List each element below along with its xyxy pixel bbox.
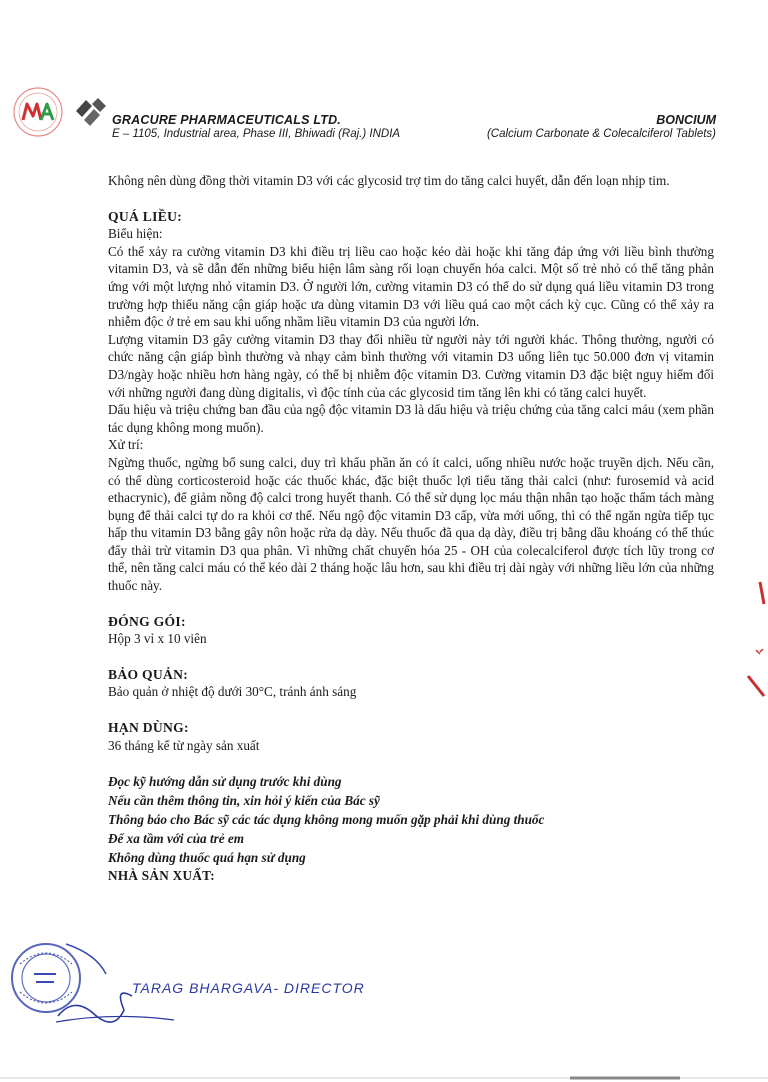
overdose-heading: QUÁ LIỀU: (108, 208, 183, 224)
packaging-text: Hộp 3 vỉ x 10 viên (108, 631, 207, 647)
product-name: BONCIUM (656, 113, 716, 127)
note-item: Để xa tầm với của trẻ em (108, 831, 244, 847)
overdose-paragraph-3: Dấu hiệu và triệu chứng ban đầu của ngộ độc vitamin D3 là dấu hiệu và triệu chứng của tăng calci máu (xem phần tác dụng không mong muốn). (108, 402, 714, 435)
gracure-logo-icon (72, 96, 108, 126)
treatment-paragraph: Ngừng thuốc, ngừng bổ sung calci, duy trì khẩu phần ăn có ít calci, uống nhiều nước hoặc truyền dịch. Nếu cần, có thể dùng corticosteroid hoặc các thuốc khác, đặc biệt thuốc lợi tiểu tăng thải calci (như: furosemid và acid ethacrynic), để giảm nồng độ calci trong huyết thanh. Có thể sử dụng lọc máu thận nhân tạo hoặc thẩm tách màng bụng để thải calci tự do ra khỏi cơ thể. Nếu ngộ độc vitamin D3 cấp, vừa mới uống, thì có thể ngăn ngừa tiếp tục hấp thu vitamin D3 bằng gây nôn hoặc rửa dạ dày. Nếu thuốc đã qua dạ dày, điều trị bằng dầu khoáng có thể thúc đẩy thải trừ vitamin D3 qua phân. Vì những chất chuyển hóa 25 - OH của colecalciferol được tích lũy trong cơ thể, nên tăng calci máu có thể kéo dài 2 tháng hoặc lâu hơn, sau khi điều trị dài ngày với những liều lớn của những thuốc này. (108, 454, 714, 594)
expiry-heading: HẠN DÙNG: (108, 720, 189, 736)
storage-heading: BẢO QUẢN: (108, 666, 189, 682)
bottom-edge-line (0, 1072, 768, 1082)
margin-mark-icon (742, 580, 768, 700)
overdose-paragraph-2: Lượng vitamin D3 gây cường vitamin D3 thay đổi nhiều từ người này tới người khác. Thông thường, người có chức năng cận giáp bình thường và nhạy cảm bình thường với vitamin D3 uống liên tục 50.000 đơn vị vitamin D3/ngày hoặc nhiều hơn hàng ngày, có thể bị nhiễm độc vitamin D3. Cường vitamin D3 đặc biệt nguy hiểm đối với những người đang dùng digitalis, vì độc tính của các glycosid tim tăng lên khi có tăng calci huyết. (108, 331, 714, 400)
symptoms-label: Biểu hiện: (108, 226, 163, 242)
note-item: Đọc kỹ hướng dẫn sử dụng trước khi dùng (108, 774, 342, 790)
signature-text: TARAG BHARGAVA- DIRECTOR (132, 980, 365, 996)
note-item: Không dùng thuốc quá hạn sử dụng (108, 850, 306, 866)
product-description: (Calcium Carbonate & Colecalciferol Tablets) (486, 128, 716, 140)
expiry-text: 36 tháng kể từ ngày sản xuất (108, 737, 260, 753)
note-item: Nếu cần thêm thông tin, xin hỏi ý kiến của Bác sỹ (108, 793, 380, 809)
storage-text: Bảo quản ở nhiệt độ dưới 30°C, tránh ánh sáng (108, 684, 357, 700)
document-body (108, 172, 714, 885)
company-address: E – 1105, Industrial area, Phase III, Bhiwadi (Raj.) INDIA (112, 128, 401, 140)
overdose-paragraph-1: Có thể xảy ra cường vitamin D3 khi điều trị liều cao hoặc kéo dài hoặc khi tăng đáp ứng với liều bình thường vitamin D3, và sẽ dẫn đến những biểu hiện lâm sàng rối loạn chuyển hóa calci. Một số trẻ nhỏ có thể tăng phản ứng với một lượng nhỏ vitamin D3. Ở người lớn, cường vitamin D3 có thể do sử dụng quá liều vitamin D3 trong trường hợp thiểu năng cận giáp hoặc ưa dùng vitamin D3 với liều quá cao một cách kỳ cục. Cũng có thể xảy ra nhiễm độc ở trẻ em sau khi uống nhầm liều vitamin D3 của người lớn. (108, 243, 714, 330)
treatment-label: Xử trí: (108, 437, 144, 453)
document-header (0, 0, 768, 150)
manufacturer-heading: NHÀ SẢN XUẤT: (108, 868, 215, 884)
packaging-heading: ĐÓNG GÓI: (108, 613, 186, 629)
company-name: GRACURE PHARMACEUTICALS LTD. (112, 113, 341, 127)
warning-notes (108, 772, 714, 867)
note-item: Thông báo cho Bác sỹ các tác dụng không mong muốn gặp phải khi dùng thuốc (108, 812, 545, 828)
pharmacy-watermark-icon (12, 86, 64, 138)
intro-paragraph: Không nên dùng đồng thời vitamin D3 với các glycosid trợ tim do tăng calci huyết, dẫn đến loạn nhịp tim. (108, 173, 670, 188)
